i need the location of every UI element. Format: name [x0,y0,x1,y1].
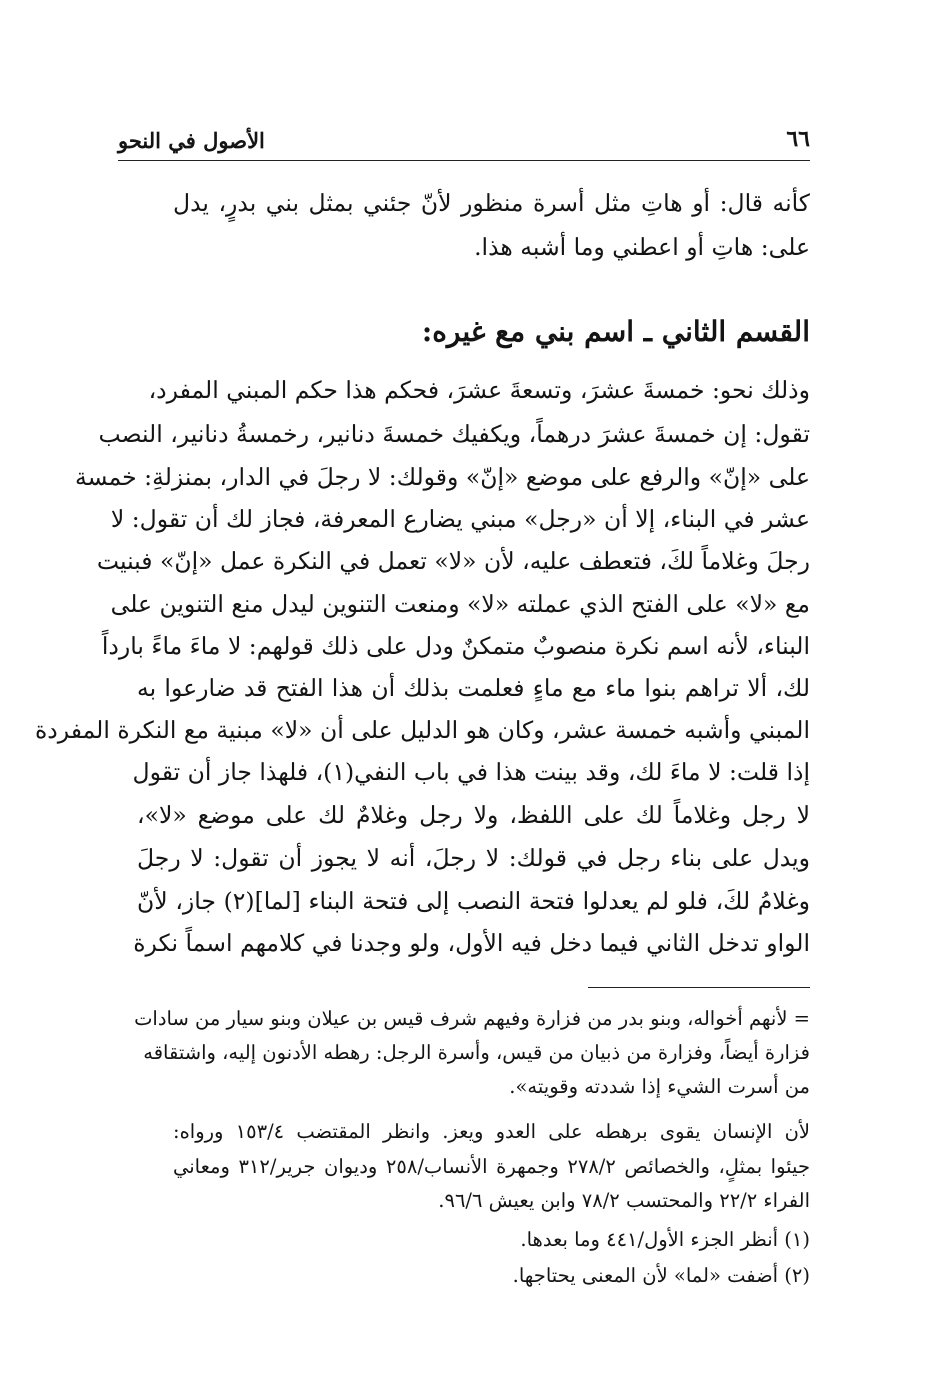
footnote-2: (٢) أضفت «لما» لأن المعنى يحتاجها. [512,1264,810,1287]
section-heading: القسم الثاني ـ اسم بني مع غيره: [421,315,810,348]
paragraph-line: وذلك نحو: خمسةَ عشرَ، وتسعةَ عشرَ، فحكم هذا حكم المبني المفرد، [148,376,810,404]
footnote-line: فزارة أيضاً، وفزارة من ذبيان من قيس، وأسرة الرجل: رهطه الأدنون إليه، واشتقاقه [143,1041,810,1064]
paragraph-line: إذا قلت: لا ماءَ لك، وقد بينت هذا في باب النفي(١)، فلهذا جاز أن تقول [132,758,810,786]
footnote-line: جيئوا بمثلٍ، والخصائص ٢٧٨/٢ وجمهرة الأنساب/٢٥٨ وديوان جرير/٣١٢ ومعاني [173,1155,810,1178]
paragraph-line: كأنه قال: أو هاتِ مثل أسرة منظور لأنّ جئني بمثل بني بدرٍ، يدل [173,189,810,217]
page-header [118,126,810,161]
paragraph-line: على «إنّ» والرفع على موضع «إنّ» وقولك: لا رجلَ في الدار، بمنزلةِ: خمسة [75,463,810,491]
running-title: الأصول في النحو [118,128,265,153]
paragraph-line: المبني وأشبه خمسة عشر، وكان هو الدليل على أن «لا» مبنية مع النكرة المفردة [34,716,810,744]
paragraph-line: رجلَ وغلاماً لكَ، فتعطف عليه، لأن «لا» تعمل في النكرة عمل «إنّ» فبنيت [96,547,810,575]
page-number: ٦٦ [786,126,810,152]
footnote-1: (١) أنظر الجزء الأول/٤٤١ وما بعدها. [520,1228,810,1251]
paragraph-line: لك، ألا تراهم بنوا ماء مع ماءٍ فعلمت بذلك أن هذا الفتح قد ضارعوا به [137,674,810,702]
paragraph-line: تقول: إن خمسةَ عشرَ درهماً، ويكفيك خمسةَ دنانير، رخمسةُ دنانير، النصب [98,420,810,448]
footnote-line: من أسرت الشيء إذا شددته وقويته». [509,1075,810,1098]
footnote-line: الفراء ٢٢/٢ والمحتسب ٧٨/٢ وابن يعيش ٩٦/٦. [438,1189,810,1212]
footnote-line: = لأنهم أخواله، وبنو بدر من فزارة وفيهم شرف قيس بن عيلان وبنو سيار من سادات [134,1007,810,1030]
paragraph-line: الواو تدخل الثاني فيما دخل فيه الأول، ولو وجدنا في كلامهم اسماً نكرة [133,929,810,957]
paragraph-line: وغلامُ لكَ، فلو لم يعدلوا فتحة النصب إلى فتحة البناء [لما](٢) جاز، لأنّ [137,887,810,915]
footnote-separator [588,987,810,988]
paragraph-line: لا رجل وغلاماً لك على اللفظ، ولا رجل وغلامٌ لك على موضع «لا»، [137,801,810,829]
paragraph-line: على: هاتِ أو اعطني وما أشبه هذا. [474,233,810,261]
paragraph-line: البناء، لأنه اسم نكرة منصوبٌ متمكنٌ ودل على ذلك قولهم: لا ماءَ ماءً بارداً [101,632,810,660]
paragraph-line: ويدل على بناء رجل في قولك: لا رجلَ، أنه لا يجوز أن تقول: لا رجلَ [137,844,810,872]
footnote-line: لأن الإنسان يقوى برهطه على العدو ويعز. وانظر المقتضب ١٥٣/٤ ورواه: [173,1120,811,1143]
paragraph-line: مع «لا» على الفتح الذي عملته «لا» ومنعت التنوين ليدل منع التنوين على [110,590,810,618]
paragraph-line: عشر في البناء، إلا أن «رجل» مبني يضارع المعرفة، فجاز لك أن تقول: لا [110,505,810,533]
